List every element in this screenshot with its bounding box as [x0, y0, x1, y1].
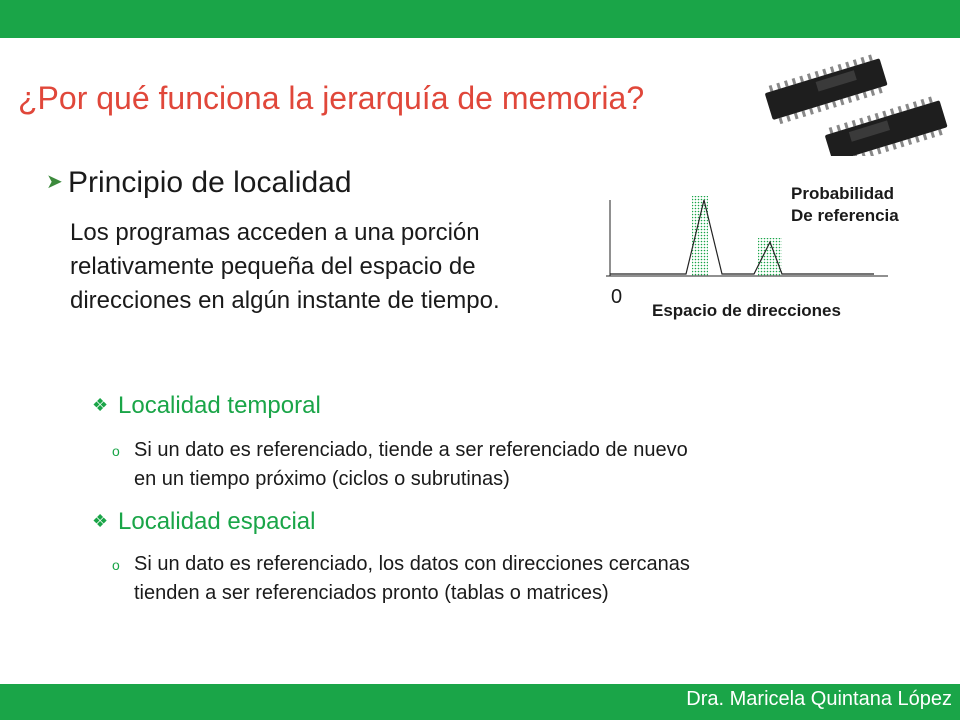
footer-bar — [0, 684, 960, 720]
diagram-origin-label: 0 — [611, 286, 623, 308]
circle-icon: o — [112, 443, 120, 459]
memory-chips-icon — [760, 48, 956, 156]
temporal-heading: Localidad temporal — [118, 392, 321, 419]
temporal-description — [112, 436, 902, 493]
principle-description: Los programas acceden a una porción relativamente pequeña del espacio de direcciones en algún instante de tiempo. — [70, 219, 500, 314]
spatial-heading-bullet — [92, 508, 315, 536]
diagram-y-label-line1: Probabilidad — [791, 184, 894, 203]
diagram-x-label: Espacio de direcciones — [652, 301, 841, 320]
temporal-heading-bullet — [92, 392, 321, 420]
principle-heading: Principio de localidad — [68, 166, 352, 199]
principle-heading-bullet — [46, 166, 352, 200]
spatial-heading: Localidad espacial — [118, 508, 316, 535]
diamond-icon: ❖ — [92, 511, 109, 531]
footer-author: Dra. Maricela Quintana López — [686, 688, 952, 710]
circle-icon: o — [112, 557, 120, 573]
diagram-y-label-line2: De referencia — [791, 206, 899, 225]
arrow-right-icon: ➤ — [46, 171, 63, 193]
spatial-description — [112, 550, 902, 607]
temporal-line-2: en un tiempo próximo (ciclos o subrutinas) — [134, 468, 510, 490]
temporal-line-1: Si un dato es referenciado, tiende a ser referenciado de nuevo — [134, 439, 688, 461]
slide-title: ¿Por qué funciona la jerarquía de memoria? — [18, 80, 645, 116]
top-bar — [0, 0, 960, 38]
spatial-line-1: Si un dato es referenciado, los datos con direcciones cercanas — [134, 553, 690, 575]
spatial-line-2: tienden a ser referenciados pronto (tablas o matrices) — [134, 582, 609, 604]
diamond-icon: ❖ — [92, 395, 109, 415]
diagram-y-label — [791, 183, 899, 227]
